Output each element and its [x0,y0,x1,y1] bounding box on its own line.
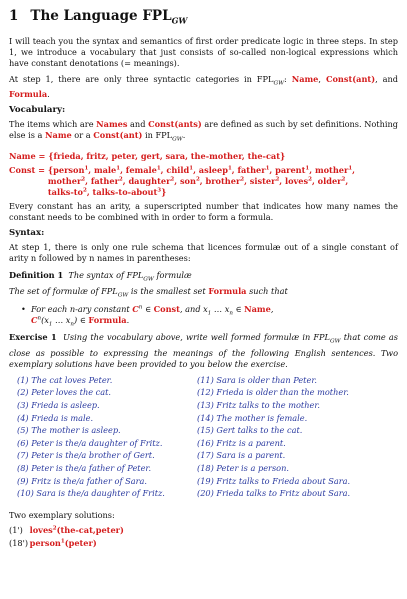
sym-c: C [31,315,38,326]
text: The items which are [9,119,97,130]
exercise-item: (2) Peter loves the cat. [17,387,112,398]
const-item: person [53,164,85,175]
const-arity: 2 [170,176,175,183]
section-number: 1 [9,8,19,24]
definition-text [9,286,398,302]
const-definition: Const = {person$^1$, male$^1$, female$^1$, child$^1$, asleep$^1$, father$^1$, parent$^1$, mother$^1$, mother$^2$, father$^2$, daughter$^2$, son$^2$, brother$^2$, sister$^2$, loves$^2$, older$^2$, talks-$to^2$, talks-to-about$^3$} [9,164,356,197]
kw-const: Const [153,304,180,315]
kw-name: Name [244,304,271,315]
const-arity: 1 [156,165,161,172]
exercise-item: (19) Fritz talks to Frieda about Sara. [197,475,351,486]
definition-label: Definition 1 [9,269,64,280]
const-arity: 2 [81,176,86,183]
fpl-subscript: GW [172,136,183,143]
exercise-item: (14) The mother is female. [197,412,308,423]
text: , and [179,304,204,315]
const-item: father [90,175,119,186]
sep: , and [375,73,398,84]
const-item: loves [284,175,309,186]
syntax-paragraph: At step 1, there is only one rule schema that licences formulæ out of a single constant of arity n followed by n names in parentheses: [9,241,398,263]
const-arity: 2 [275,176,280,183]
intro-paragraph-1: I will teach you the syntax and semantics of first order predicate logic in three steps. In step 1, we introduce a vocabulary that just consists of so-called non-logical expressions which have constant denotations (= meanings). [9,35,398,68]
sym-c: C [132,304,139,315]
fpl-subscript: GW [273,80,285,87]
exercise-item: (13) Fritz talks to the mother. [197,400,320,411]
const-arity: 1 [348,165,353,172]
const-arity: 1 [189,165,194,172]
definition-title-line [9,270,398,286]
text: that come as close as possible to expressing the meanings of the following English sentences. Two exemplary solutions have been provided to you below the exercise. [9,332,399,369]
const-item: asleep [198,164,228,175]
const-item: mother [47,175,82,186]
sep: , [318,73,326,84]
intro-paragraph-2 [9,74,398,101]
const-item: father [237,164,266,175]
exercise-item: (4) Frieda is male. [17,412,94,423]
intro2-text: At step 1, there are only three syntactic categories in FPL [9,73,274,84]
definition-bullets [9,304,398,326]
exercise-text [9,332,398,370]
exercise-items [17,374,398,500]
name-definition [9,151,398,162]
text: in FPL [142,130,173,141]
const-arity: 1 [116,165,121,172]
exercise-item: (20) Frieda talks to Fritz about Sara. [197,488,351,499]
text: are defined as such by set definitions. Nothing else is a [9,119,398,141]
const-arity: 2 [83,187,87,194]
const-arity: 1 [227,165,232,172]
exercise-item: (8) Peter is the/a father of Peter. [17,463,152,474]
const-line-3: talks-$to^2$, talks-to-about$^3$} [47,186,167,197]
exercise-item: (1) The cat loves Peter. [17,374,113,385]
arity-paragraph: Every constant has an arity, a superscripted number that indicates how many names the constant needs to be combined with in order to form a formula. [9,200,398,222]
const-item: male [93,164,117,175]
exercise-label: Exercise 1 [9,332,57,343]
intro2-colon: : [284,73,292,84]
name-def-rhs: = {frieda, fritz, peter, gert, sara, the-mother, the-cat} [38,150,286,161]
solution-arity: 2 [52,525,57,532]
exercise-item: (16) Fritz is a parent. [197,437,286,448]
const-line-1: {person$^1$, male$^1$, female$^1$, child$^1$, asleep$^1$, father$^1$, parent$^1$, mother$^1$, [47,164,356,175]
solution-arity: 1 [60,538,65,545]
exercise-item: (7) Peter is the/a brother of Gert. [17,450,155,461]
category-name: Name [291,73,319,84]
kw-formula: Formula [88,315,127,326]
fpl-subscript: GW [330,338,341,345]
const-item: daughter [128,175,171,186]
const-item: brother [205,175,241,186]
section-title: The Language FPL [30,8,172,24]
const-arity: 2 [240,176,245,183]
vocabulary-header: Vocabulary: [9,105,66,116]
const-item: parent [275,164,306,175]
text: is the smallest set [128,285,209,296]
text: such that [246,285,288,296]
exercise-item: (15) Gert talks to the cat. [197,425,303,436]
solution-2 [9,538,398,549]
solution-const: loves [29,524,53,535]
const-def-lhs: Const [9,164,36,175]
kw-name: Name [45,130,72,141]
exercise-column-right [197,374,398,500]
const-arity: 2 [118,176,123,183]
const-line-2: mother$^2$, father$^2$, daughter$^2$, son$^2$, brother$^2$, sister$^2$, loves$^2$, older$^2$, [47,175,349,186]
kw-consts: Const(ants) [148,119,202,130]
const-item: sister [249,175,276,186]
exercise-item: (12) Frieda is older than the mother. [197,387,349,398]
sym-x: x [203,304,208,315]
const-item: female [125,164,157,175]
const-arity: 1 [305,165,310,172]
category-const: Const(ant) [325,73,376,84]
exercise-block [9,332,398,500]
solutions-header: Two exemplary solutions: [9,509,115,520]
const-arity: 1 [84,165,89,172]
syntax-header: Syntax: [9,227,45,238]
const-item: son [179,175,196,186]
solution-label: (1') [9,524,23,535]
exercise-item: (3) Frieda is asleep. [17,400,100,411]
exercise-item: (5) The mother is asleep. [17,425,121,436]
category-formula: Formula [9,89,48,100]
name-def-lhs: Name [9,150,36,161]
vocabulary-paragraph [9,119,398,146]
text: ) ∈ [73,315,89,326]
definition-title-end: formulæ [153,269,192,280]
exercise-item: (17) Sara is a parent. [197,450,286,461]
text: Using the vocabulary above, write well formed formulæ in FPL [63,332,330,343]
text: or a [71,130,94,141]
sub-n: n [229,310,233,317]
const-item: talks-to [47,186,84,197]
solution-1 [9,525,398,536]
exercise-item: (9) Fritz is the/a father of Sara. [17,475,147,486]
const-arity: 1 [265,165,270,172]
const-item: mother [314,164,349,175]
period: . [182,130,186,141]
const-item: talks-to-about [92,186,158,197]
sym-in: ∈ [232,304,245,315]
sym-in: ∈ [142,304,154,315]
kw-const: Const(ant) [93,130,143,141]
exercise-item: (10) Sara is the/a daughter of Fritz. [17,488,165,499]
sup-n: n [37,315,42,322]
exercise-item: (11) Sara is older than Peter. [197,374,317,385]
const-arity: 2 [195,176,200,183]
section-heading [9,8,398,29]
const-item: older [317,175,342,186]
solution-args: (the-cat,peter) [56,524,124,535]
solution-label: (18') [9,537,29,548]
solution-args: (peter) [64,537,97,548]
period: . [47,89,50,100]
text: (x [41,315,49,326]
text: and [127,119,149,130]
fpl-subscript: GW [117,292,129,299]
exercise-item: (18) Peter is a person. [197,463,289,474]
const-item: child [166,164,190,175]
exercise-column-left [17,374,189,500]
kw-formula: Formula [208,285,247,296]
solutions-block [9,510,398,549]
sub-1: 1 [207,310,212,317]
const-arity: 2 [341,176,346,183]
solution-const: person [29,537,61,548]
definition-bullet: • For each n-ary constant $C^n$ ∈ Const, and $x_1$ … $x_n$ ∈ Name, $C^n(x_1$ … $x_n$) ∈ Formula. [31,304,398,326]
definition-block [9,270,398,326]
text: For each n-ary constant [31,304,133,315]
section-title-subscript: GW [171,15,188,26]
kw-names: Names [96,119,128,130]
fpl-subscript: GW [143,276,154,283]
text: The set of formulæ of FPL [9,285,118,296]
exercise-item: (6) Peter is the/a daughter of Fritz. [17,437,163,448]
const-arity: 3 [157,187,162,194]
sup-n: n [138,304,143,311]
definition-title: The syntax of FPL [68,269,144,280]
const-arity: 2 [308,176,312,183]
